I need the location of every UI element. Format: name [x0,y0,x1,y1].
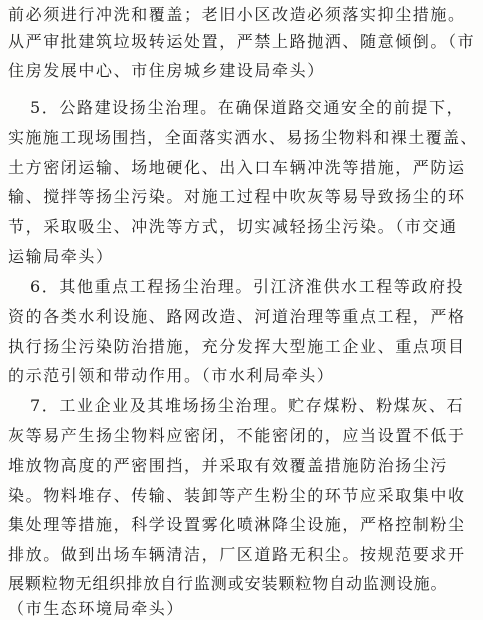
section-7-heading-line: 7．工业企业及其堆场扬尘治理。贮存煤粉、粉煤灰、石 [30,396,465,415]
text-line-2: 从严审批建筑垃圾转运处置，严禁上路抛洒、随意倾倒。（市 [8,32,476,51]
text-line-18: 集处理等措施，科学设置雾化喷淋降尘设施，严格控制粉尘 [8,515,466,534]
text-line-12: 执行扬尘污染防治措施，充分发挥大型施工企业、重点项目 [8,337,466,356]
text-line-1: 前必须进行冲洗和覆盖；老旧小区改造必须落实抑尘措施。 [8,5,466,24]
text-line-20: 展颗粒物无组织排放自行监测或安装颗粒物自动监测设施。 [8,574,448,593]
text-line-16: 堆放物高度的严密围挡，并采取有效覆盖措施防治扬尘污 [8,456,449,475]
text-line-5: 实施施工现场围挡，全面落实洒水、易扬尘物料和裸土覆盖、 [8,128,478,147]
text-line-11: 资的各类水利设施、路网改造、河道治理等重点工程，严格 [8,307,466,326]
text-line-17: 染。物料堆存、传输、装卸等产生粉尘的环节应采取集中收 [8,486,466,505]
text-line-19: 排放。做到出场车辆清洁，厂区道路无积尘。按规范要求开 [8,545,466,564]
text-line-7: 输、搅拌等扬尘污染。对施工过程中吹灰等易导致扬尘的环 [8,187,466,206]
text-line-21: （市生态环境局牵头） [8,599,185,618]
section-5-heading-line: 5．公路建设扬尘治理。在确保道路交通安全的前提下， [30,98,465,117]
text-line-15: 灰等易产生扬尘物料应密闭，不能密闭的，应当设置不低于 [8,426,466,445]
text-line-13: 的示范引领和带动作用。（市水利局牵头） [8,366,335,385]
text-line-8: 节，采取吸尘、冲洗等方式，切实减轻扬尘污染。（市交通 [8,217,458,236]
text-line-9: 运输局牵头） [8,247,114,266]
text-line-3: 住房发展中心、市住房城乡建设局牵头） [8,61,325,80]
section-6-heading-line: 6．其他重点工程扬尘治理。引江济淮供水工程等政府投 [30,277,465,296]
text-line-6: 土方密闭运输、场地硬化、出入口车辆冲洗等措施，严防运 [8,158,466,177]
